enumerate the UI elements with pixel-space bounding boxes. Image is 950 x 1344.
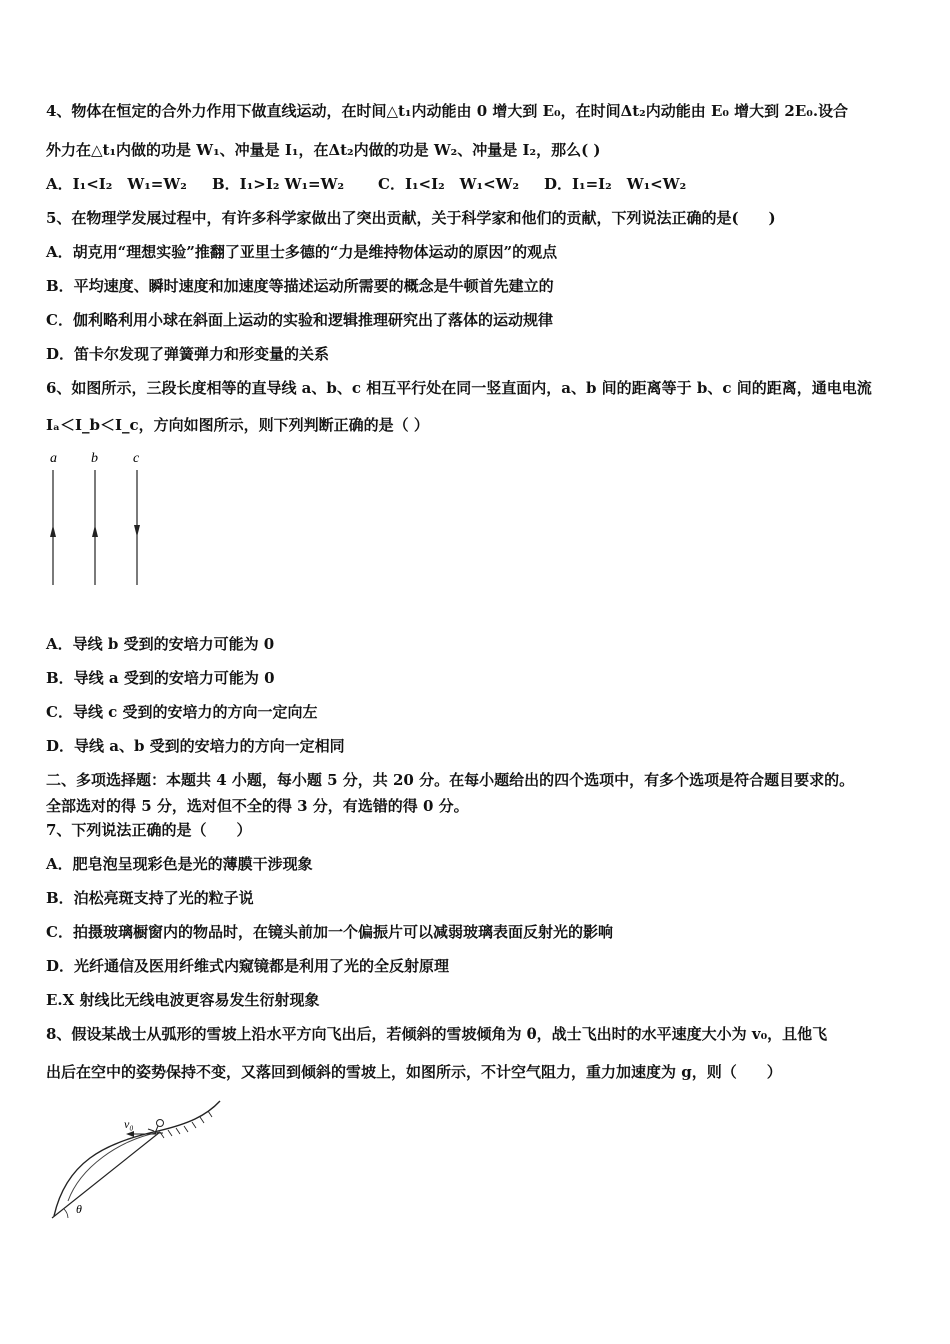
theta-label: θ xyxy=(76,1202,82,1216)
slope-hatching xyxy=(160,1111,212,1138)
q4-stem-line-2: 外力在△t₁内做的功是 W₁、冲量是 I₁，在Δt₂内做的功是 W₂、冲量是 I₂，那么( ) xyxy=(46,141,601,159)
q7-option-c: C．拍摄玻璃橱窗内的物品时，在镜头前加一个偏振片可以减弱玻璃表面反射光的影响 xyxy=(46,923,613,941)
q5-option-b: B．平均速度、瞬时速度和加速度等描述运动所需要的概念是牛顿首先建立的 xyxy=(46,277,554,295)
soldier-head-icon xyxy=(157,1120,164,1127)
inclined-slope xyxy=(52,1132,160,1218)
q5-option-d: D．笛卡尔发现了弹簧弹力和形变量的关系 xyxy=(46,345,330,363)
q6-option-d: D．导线 a、b 受到的安培力的方向一定相同 xyxy=(46,737,345,755)
q8-stem-line-2: 出后在空中的姿势保持不变，又落回到倾斜的雪坡上，如图所示，不计空气阻力，重力加速度为 g，则（ ） xyxy=(46,1063,782,1081)
q4-option-b: B．I₁>I₂ W₁=W₂ xyxy=(212,175,345,193)
q5-option-a: A．胡克用“理想实验”推翻了亚里士多德的“力是维持物体运动的原因”的观点 xyxy=(46,243,558,261)
q7-option-e: E.X 射线比无线电波更容易发生衍射现象 xyxy=(46,991,320,1009)
q6-stem-line-2: Iₐ＜I_b＜I_c，方向如图所示，则下列判断正确的是（ ） xyxy=(46,416,429,434)
wire-b-up-arrow-icon xyxy=(92,525,98,537)
q7-stem: 7、下列说法正确的是（ ） xyxy=(46,821,252,839)
angle-arc xyxy=(64,1209,68,1218)
q5-option-c: C．伽利略利用小球在斜面上运动的实验和逻辑推理研究出了落体的运动规律 xyxy=(46,311,553,329)
q8-stem-line-1: 8、假设某战士从弧形的雪坡上沿水平方向飞出后，若倾斜的雪坡倾角为 θ，战士飞出时的水平速度大小为 v₀，且他飞 xyxy=(46,1025,828,1043)
q6-stem-line-1: 6、如图所示，三段长度相等的直导线 a、b、c 相互平行处在同一竖直面内，a、b 间的距离等于 b、c 间的距离，通电电流 xyxy=(46,379,872,397)
soldier-body-icon xyxy=(148,1126,163,1133)
wire-a-label: a xyxy=(50,451,57,466)
q7-option-b: B．泊松亮斑支持了光的粒子说 xyxy=(46,889,254,907)
wire-c-label: c xyxy=(133,451,140,466)
wire-c-down-arrow-icon xyxy=(134,525,140,537)
curved-slope xyxy=(54,1101,220,1216)
section2-heading-line-1: 二、多项选择题：本题共 4 小题，每小题 5 分，共 20 分。在每小题给出的四个选项中，有多个选项是符合题目要求的。 xyxy=(46,771,855,789)
q6-option-c: C．导线 c 受到的安培力的方向一定向左 xyxy=(46,703,318,721)
q6-option-b: B．导线 a 受到的安培力可能为 0 xyxy=(46,669,275,687)
q4-option-a: A．I₁<I₂ W₁=W₂ xyxy=(46,175,187,193)
velocity-arrow-icon xyxy=(126,1131,134,1137)
wire-a-up-arrow-icon xyxy=(50,525,56,537)
q5-stem: 5、在物理学发展过程中，有许多科学家做出了突出贡献，关于科学家和他们的贡献，下列说法正确的是( ) xyxy=(46,209,776,227)
v0-label: v₀ xyxy=(124,1117,134,1131)
wire-b-label: b xyxy=(91,451,98,466)
q4-stem-line-1: 4、物体在恒定的合外力作用下做直线运动，在时间△t₁内动能由 0 增大到 E₀，在时间Δt₂内动能由 E₀ 增大到 2E₀.设合 xyxy=(46,102,849,120)
q4-option-c: C．I₁<I₂ W₁<W₂ xyxy=(378,175,520,193)
q4-option-d: D．I₁=I₂ W₁<W₂ xyxy=(544,175,687,193)
q7-option-d: D．光纤通信及医用纤维式内窥镜都是利用了光的全反射原理 xyxy=(46,957,450,975)
q6-option-a: A．导线 b 受到的安培力可能为 0 xyxy=(46,635,275,653)
section2-heading-line-2: 全部选对的得 5 分，选对但不全的得 3 分，有选错的得 0 分。 xyxy=(46,797,469,815)
q8-ski-slope-figure xyxy=(48,1098,228,1223)
q6-wires-figure xyxy=(40,445,160,590)
q7-option-a: A．肥皂泡呈现彩色是光的薄膜干涉现象 xyxy=(46,855,313,873)
